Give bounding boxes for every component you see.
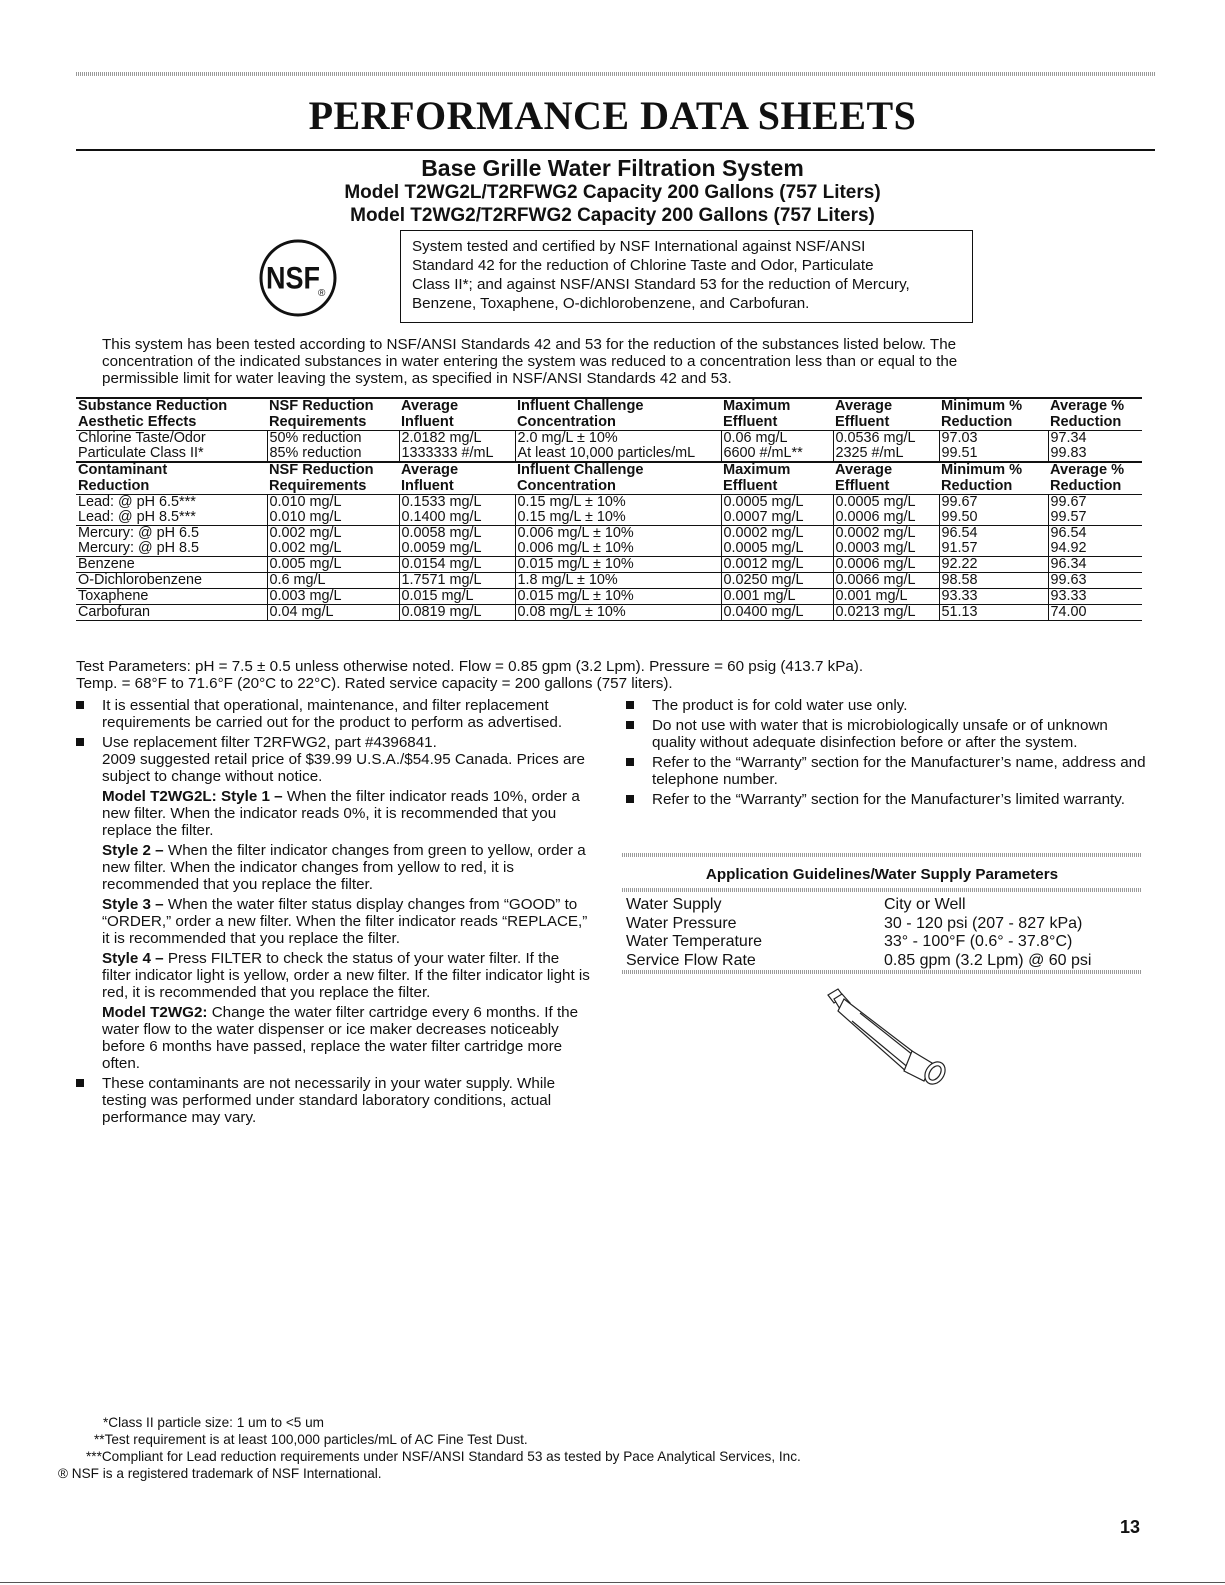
table-header-cell (76, 462, 267, 495)
cell-line: 0.0213 mg/L (835, 604, 916, 620)
table-cell (399, 573, 515, 589)
style-4-label: Style 4 – (102, 950, 164, 967)
header-line: Maximum (723, 398, 791, 414)
table-cell (515, 589, 721, 605)
cell-line: 97.03 (941, 430, 978, 446)
table-header-cell (833, 462, 939, 495)
table-cell (515, 605, 721, 621)
guidelines-row (626, 933, 1146, 952)
table-cell (267, 526, 399, 557)
table-header-cell (721, 398, 833, 431)
table-row (76, 589, 1142, 605)
bullet-maintenance (76, 697, 590, 731)
table-cell (721, 605, 833, 621)
footnote-class-ii: *Class II particle size: 1 um to <5 um (103, 1415, 324, 1430)
table-header-cell (76, 398, 267, 431)
table-cell (1048, 557, 1142, 573)
table-cell (515, 431, 721, 463)
intro-paragraph (102, 336, 1102, 387)
header-line: Reduction (78, 477, 150, 494)
cell-line: 1.7571 mg/L (401, 572, 482, 588)
cell-line: 99.51 (941, 445, 978, 461)
cell-line: 0.15 mg/L ± 10% (517, 509, 626, 525)
table-cell (833, 605, 939, 621)
contaminant-header-row (76, 462, 1142, 495)
cell-line: Mercury: @ pH 8.5 (78, 540, 199, 556)
table-row (76, 557, 1142, 573)
cell-line: 0.0819 mg/L (401, 604, 482, 620)
bullet-unsafe-water (626, 717, 1146, 751)
guidelines-bottom-rule (622, 970, 1142, 974)
bullet-cold-water (626, 697, 1146, 714)
cell-line: 96.54 (941, 525, 978, 541)
style-4-paragraph (102, 950, 590, 1001)
cell-line: 0.0003 mg/L (835, 540, 916, 556)
header-line: Effluent (835, 477, 890, 494)
table-header-cell (267, 398, 399, 431)
cell-line: 0.0006 mg/L (835, 509, 916, 525)
header-line: Influent (401, 413, 454, 430)
guideline-value: City or Well (884, 896, 966, 913)
test-params-line-2: Temp. = 68°F to 71.6°F (20°C to 22°C). Rated service capacity = 200 gallons (757 liters). (76, 675, 673, 692)
cell-line: 6600 #/mL** (723, 445, 803, 461)
bullet-text: 2009 suggested retail price of $39.99 U.S.A./$54.95 Canada. Prices are subject to change without notice. (102, 751, 585, 785)
style-4-text: Press FILTER to check the status of your water filter. If the filter indicator light is yellow, order a new filter. If the filter indicator light is red, it is recommended that you replace the filter. (102, 950, 590, 1001)
table-cell (833, 431, 939, 463)
table-header-cell (1048, 462, 1142, 495)
test-parameters (76, 658, 1156, 692)
header-line: Average (835, 398, 893, 414)
header-line: Minimum % (941, 462, 1023, 478)
left-bullet-list (76, 697, 590, 1129)
right-bullet-list (626, 697, 1146, 811)
cell-line: 0.001 mg/L (835, 588, 908, 604)
header-line: NSF Reduction (269, 398, 374, 414)
header-line: Average % (1050, 462, 1125, 478)
table-header-cell (399, 462, 515, 495)
header-line: Effluent (723, 477, 778, 494)
table-cell (399, 431, 515, 463)
table-cell (939, 573, 1048, 589)
system-name: Base Grille Water Filtration System (421, 155, 804, 181)
cell-line: 0.0250 mg/L (723, 572, 804, 588)
bullet-warranty-name (626, 754, 1146, 788)
cell-line: 0.015 mg/L ± 10% (517, 588, 634, 604)
style-1-label: Model T2WG2L: Style 1 – (102, 788, 283, 805)
table-cell (76, 495, 267, 526)
header-line: Minimum % (941, 398, 1023, 414)
guideline-label: Water Temperature (626, 933, 763, 950)
cell-line: 0.015 mg/L ± 10% (517, 556, 634, 572)
page-number: 13 (1120, 1517, 1141, 1537)
table-header-cell (721, 462, 833, 495)
cell-line: At least 10,000 particles/mL (517, 445, 696, 461)
cell-line: Particulate Class II* (78, 445, 204, 461)
cell-line: 0.010 mg/L (269, 494, 342, 510)
table-cell (721, 495, 833, 526)
cell-line: 0.0005 mg/L (723, 540, 804, 556)
bullet-text: The product is for cold water use only. (652, 697, 908, 714)
table-header-cell (515, 462, 721, 495)
footnote-lead: ***Compliant for Lead reduction requirements under NSF/ANSI Standard 53 as tested by Pace Analytical Services, Inc. (86, 1449, 801, 1464)
cell-line: 0.0005 mg/L (723, 494, 804, 510)
intro-line: This system has been tested according to NSF/ANSI Standards 42 and 53 for the reduction of the substances listed below. The (102, 336, 957, 353)
cell-line: 0.0400 mg/L (723, 604, 804, 620)
cell-line: 0.0012 mg/L (723, 556, 804, 572)
table-cell (267, 495, 399, 526)
table-row (76, 605, 1142, 621)
cell-line: 0.010 mg/L (269, 509, 342, 525)
style-2-text: When the filter indicator changes from green to yellow, order a new filter. When the indicator changes from yellow to red, it is recommended that you replace the filter. (102, 842, 586, 893)
cell-line: 93.33 (1050, 588, 1087, 604)
table-cell (76, 589, 267, 605)
table-cell (1048, 589, 1142, 605)
cell-line: 0.0002 mg/L (835, 525, 916, 541)
title-divider (76, 149, 1155, 151)
cell-line: Lead: @ pH 6.5*** (78, 494, 196, 510)
header-line: Reduction (1050, 477, 1122, 494)
water-filter-cartridge-icon (820, 985, 960, 1090)
table-row (76, 495, 1142, 526)
table-header-cell (399, 398, 515, 431)
style-1-paragraph (102, 788, 590, 839)
table-cell (939, 605, 1048, 621)
table-cell (721, 589, 833, 605)
header-line: Influent Challenge (517, 398, 644, 414)
table-header-cell (267, 462, 399, 495)
bullet-text: Use replacement filter T2RFWG2, part #4396841. (102, 734, 437, 751)
cell-line: 0.0007 mg/L (723, 509, 804, 525)
table-cell (939, 526, 1048, 557)
certification-box (400, 230, 973, 323)
table-cell (1048, 431, 1142, 463)
table-cell (721, 573, 833, 589)
table-cell (267, 431, 399, 463)
header-line: Average (401, 462, 459, 478)
guidelines-title: Application Guidelines/Water Supply Parameters (705, 866, 1059, 883)
bullet-text: Refer to the “Warranty” section for the Manufacturer’s limited warranty. (652, 791, 1125, 808)
footnote-test-requirement: **Test requirement is at least 100,000 particles/mL of AC Fine Test Dust. (94, 1432, 528, 1447)
table-cell (399, 589, 515, 605)
cell-line: 0.001 mg/L (723, 588, 796, 604)
table-cell (267, 605, 399, 621)
header-line: Requirements (269, 413, 367, 430)
table-cell (399, 557, 515, 573)
guideline-label: Water Supply (626, 896, 722, 913)
table-cell (267, 557, 399, 573)
table-cell (833, 557, 939, 573)
aesthetic-header-row (76, 398, 1142, 431)
cell-line: 0.0005 mg/L (835, 494, 916, 510)
table-cell (76, 557, 267, 573)
intro-line: concentration of the indicated substances in water entering the system was reduced to a concentration less than or equal to the (102, 353, 958, 370)
header-line: Requirements (269, 477, 367, 494)
nsf-registered-mark: ® (318, 288, 326, 299)
cell-line: 0.0006 mg/L (835, 556, 916, 572)
table-cell (721, 557, 833, 573)
style-3-paragraph (102, 896, 590, 947)
cell-line: 1333333 #/mL (401, 445, 494, 461)
cell-line: 0.003 mg/L (269, 588, 342, 604)
cell-line: 99.57 (1050, 509, 1087, 525)
cell-line: 0.005 mg/L (269, 556, 342, 572)
style-2-label: Style 2 – (102, 842, 164, 859)
cell-line: 99.50 (941, 509, 978, 525)
cell-line: 0.0154 mg/L (401, 556, 482, 572)
table-cell (515, 573, 721, 589)
cell-line: 91.57 (941, 540, 978, 556)
cell-line: 92.22 (941, 556, 978, 572)
table-cell (939, 589, 1048, 605)
table-cell (1048, 495, 1142, 526)
bullet-warranty-limited (626, 791, 1146, 808)
footnotes (58, 1414, 801, 1482)
header-line: Reduction (1050, 413, 1122, 430)
cell-line: 96.54 (1050, 525, 1087, 541)
table-cell (721, 526, 833, 557)
footnote-trademark: ® NSF is a registered trademark of NSF International. (58, 1466, 382, 1481)
cell-line: 98.58 (941, 572, 978, 588)
cell-line: 50% reduction (269, 430, 362, 446)
table-cell (76, 431, 267, 463)
table-cell (515, 557, 721, 573)
cell-line: 0.04 mg/L (269, 604, 334, 620)
cell-line: 0.006 mg/L ± 10% (517, 540, 634, 556)
cell-line: 0.0066 mg/L (835, 572, 916, 588)
table-row (76, 526, 1142, 557)
table-cell (267, 573, 399, 589)
cell-line: 0.0059 mg/L (401, 540, 482, 556)
cell-line: 0.1400 mg/L (401, 509, 482, 525)
header-line: Average % (1050, 398, 1125, 414)
table-header-cell (939, 398, 1048, 431)
table-row (76, 573, 1142, 589)
table-cell (76, 605, 267, 621)
table-cell (1048, 605, 1142, 621)
header-line: Maximum (723, 462, 791, 478)
cert-line: Standard 42 for the reduction of Chlorine Taste and Odor, Particulate (412, 257, 874, 274)
header-line: Reduction (941, 477, 1013, 494)
cell-line: 0.08 mg/L ± 10% (517, 604, 626, 620)
test-params-line-1: Test Parameters: pH = 7.5 ± 0.5 unless otherwise noted. Flow = 0.85 gpm (3.2 Lpm). Pressure = 60 psig (413.7 kPa). (76, 658, 864, 675)
guidelines-row (626, 915, 1146, 934)
cell-line: Chlorine Taste/Odor (78, 430, 206, 446)
cell-line: 93.33 (941, 588, 978, 604)
guidelines-row (626, 896, 1146, 915)
table-header-cell (939, 462, 1048, 495)
nsf-logo-text: NSF (266, 261, 320, 297)
table-cell (833, 573, 939, 589)
header-line: Aesthetic Effects (78, 413, 197, 430)
bullet-text: These contaminants are not necessarily in your water supply. While testing was performed under standard laboratory conditions, actual performance may vary. (102, 1075, 556, 1126)
table-cell (939, 431, 1048, 463)
style-3-label: Style 3 – (102, 896, 164, 913)
style-1-text: When the filter indicator reads 10%, order a new filter. When the indicator reads 0%, it is recommended that you replace the filter. (102, 788, 580, 839)
table-header-cell (833, 398, 939, 431)
table-row (76, 431, 1142, 463)
table-cell (1048, 573, 1142, 589)
model-line-1: Model T2WG2L/T2RFWG2 Capacity 200 Gallons (757 Liters) (344, 182, 881, 203)
cell-line: 99.63 (1050, 572, 1087, 588)
table-cell (939, 557, 1048, 573)
table-cell (399, 495, 515, 526)
guideline-value: 30 - 120 psi (207 - 827 kPa) (884, 914, 1083, 932)
table-cell (939, 495, 1048, 526)
table-cell (76, 526, 267, 557)
cell-line: 94.92 (1050, 540, 1087, 556)
header-line: Concentration (517, 413, 616, 430)
table-cell (399, 605, 515, 621)
header-line: Contaminant (78, 462, 168, 478)
cell-line: 51.13 (941, 604, 978, 620)
cell-line: 0.002 mg/L (269, 540, 342, 556)
bullet-text: Refer to the “Warranty” section for the Manufacturer’s name, address and telephone number. (652, 754, 1146, 788)
cell-line: 0.002 mg/L (269, 525, 342, 541)
table-header-cell (515, 398, 721, 431)
cell-line: Carbofuran (78, 604, 150, 620)
cell-line: 99.67 (1050, 494, 1087, 510)
model-t2wg2-text: Change the water filter cartridge every 6 months. If the water flow to the water dispenser or ice maker decreases noticeably before 6 months have passed, replace the water filter cartridge more often. (102, 1004, 579, 1072)
guideline-value: 0.85 gpm (3.2 Lpm) @ 60 psi (884, 951, 1092, 969)
header-line: NSF Reduction (269, 462, 374, 478)
cell-line: O-Dichlorobenzene (78, 572, 202, 588)
cell-line: 96.34 (1050, 556, 1087, 572)
table-cell (515, 495, 721, 526)
bullet-text: It is essential that operational, maintenance, and filter replacement requirements be carried out for the product to perform as advertised. (102, 697, 563, 731)
header-line: Effluent (723, 413, 778, 430)
cell-line: Benzene (78, 556, 135, 572)
cell-line: Mercury: @ pH 6.5 (78, 525, 199, 541)
guideline-label: Service Flow Rate (626, 951, 756, 969)
style-3-text: When the water filter status display changes from “GOOD” to “ORDER,” order a new filter. When the filter indicator reads “REPLACE,” it is recommended that you replace the filter. (102, 896, 588, 947)
table-cell (76, 573, 267, 589)
header-line: Average (401, 398, 459, 414)
cert-line: Benzene, Toxaphene, O-dichlorobenzene, and Carbofuran. (412, 295, 810, 312)
cell-line: 85% reduction (269, 445, 362, 461)
cell-line: 0.6 mg/L (269, 572, 326, 588)
guidelines-table (626, 896, 1146, 970)
cell-line: Lead: @ pH 8.5*** (78, 509, 196, 525)
guidelines-title-rule (622, 888, 1142, 892)
header-line: Average (835, 462, 893, 478)
cert-line: Class II*; and against NSF/ANSI Standard 53 for the reduction of Mercury, (412, 276, 910, 293)
bullet-text: Do not use with water that is microbiologically unsafe or of unknown quality without adequate disinfection before or after the system. (652, 717, 1108, 751)
table-cell (833, 526, 939, 557)
table-cell (833, 495, 939, 526)
header-line: Reduction (941, 413, 1013, 430)
cell-line: 0.0002 mg/L (723, 525, 804, 541)
header-line: Influent (401, 477, 454, 494)
cert-line: System tested and certified by NSF International against NSF/ANSI (412, 238, 866, 255)
performance-table (76, 397, 1142, 621)
cell-line: 0.1533 mg/L (401, 494, 482, 510)
table-cell (267, 589, 399, 605)
cell-line: 0.015 mg/L (401, 588, 474, 604)
guideline-label: Water Pressure (626, 914, 737, 932)
model-t2wg2-paragraph (102, 1004, 590, 1072)
table-cell (721, 431, 833, 463)
cell-line: 2.0 mg/L ± 10% (517, 430, 618, 446)
model-t2wg2-label: Model T2WG2: (102, 1004, 208, 1021)
header-line: Substance Reduction (78, 398, 228, 414)
cell-line: Toxaphene (78, 588, 149, 604)
style-2-paragraph (102, 842, 590, 893)
bullet-contaminants-note (76, 1075, 590, 1126)
cell-line: 74.00 (1050, 604, 1087, 620)
top-hatch-rule (76, 72, 1155, 76)
guideline-value: 33° - 100°F (0.6° - 37.8°C) (884, 933, 1073, 950)
cell-line: 0.06 mg/L (723, 430, 788, 446)
cell-line: 0.006 mg/L ± 10% (517, 525, 634, 541)
cell-line: 97.34 (1050, 430, 1087, 446)
table-cell (515, 526, 721, 557)
bullet-replacement-filter (76, 734, 590, 1072)
guidelines-top-rule (622, 853, 1142, 857)
header-line: Influent Challenge (517, 462, 644, 478)
cell-line: 2.0182 mg/L (401, 430, 482, 446)
cell-line: 0.15 mg/L ± 10% (517, 494, 626, 510)
model-line-2: Model T2WG2/T2RFWG2 Capacity 200 Gallons (757 Liters) (350, 205, 875, 226)
guidelines-row (626, 952, 1146, 971)
cell-line: 1.8 mg/L ± 10% (517, 572, 618, 588)
intro-line: permissible limit for water leaving the system, as specified in NSF/ANSI Standards 42 and 53. (102, 370, 732, 387)
cell-line: 0.0536 mg/L (835, 430, 916, 446)
cell-line: 0.0058 mg/L (401, 525, 482, 541)
header-line: Concentration (517, 477, 616, 494)
table-cell (399, 526, 515, 557)
nsf-logo-icon (258, 238, 338, 318)
table-cell (1048, 526, 1142, 557)
page-title: PERFORMANCE DATA SHEETS (308, 93, 917, 138)
table-cell (833, 589, 939, 605)
header-line: Effluent (835, 413, 890, 430)
cell-line: 99.67 (941, 494, 978, 510)
bottom-rule (0, 1582, 1225, 1583)
cell-line: 99.83 (1050, 445, 1087, 461)
table-header-cell (1048, 398, 1142, 431)
cell-line: 2325 #/mL (835, 445, 904, 461)
